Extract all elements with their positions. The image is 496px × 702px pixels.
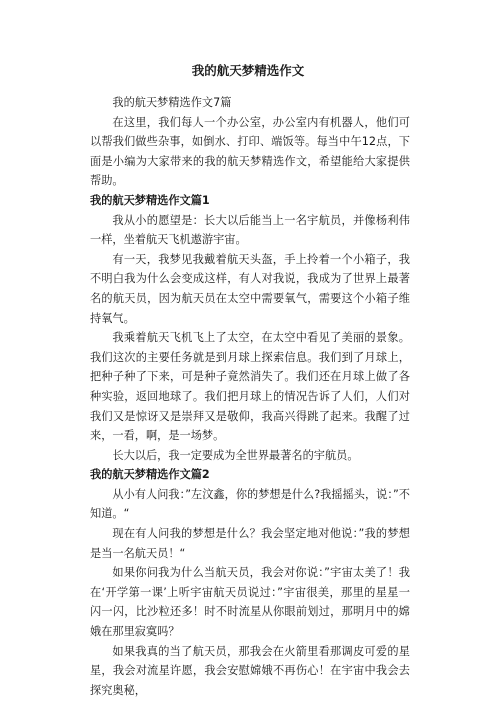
- section-2-paragraph: 从小有人问我：”左汶鑫，你的梦想是什么?我摇摇头，说：”不知道。“: [90, 487, 410, 521]
- intro-subtitle: 我的航天梦精选作文7篇: [112, 96, 232, 109]
- section-1-paragraph: 我乘着航天飞机飞上了太空，在太空中看见了美丽的景象。我们这次的主要任务就是到月球上探索信息。我们到了月球上，把种子种了下来，可是种子竟然消失了。我们还在月球上做了各种实验，返回地球了。我们把月球上的情况告诉了人们，人们对我们又是惊讶又是崇拜又是敬仰，我高兴得跳了起来。我醒了过来，一看，啊，是一场梦。: [90, 331, 410, 443]
- document-title: 我的航天梦精选作文: [191, 63, 305, 78]
- section-2-paragraph: 如果我真的当了航天员，那我会在火箭里看那调皮可爱的星星，我会对流星许愿，我会安慰嫦娥不再伤心！在宇宙中我会去探究奥秘，: [90, 644, 410, 697]
- intro-paragraph: 在这里，我们每人一个办公室，办公室内有机器人，他们可以帮我们做些杂事，如倒水、打印、端饭等。每当中午12点，下面是小编为大家带来的我的航天梦精选作文，希望能给大家提供帮助。: [90, 115, 410, 188]
- section-heading-2: 我的航天梦精选作文篇2: [90, 468, 210, 482]
- section-2-paragraph: 如果你问我为什么当航天员，我会对你说：”宇宙太美了！我在‘开学第一课’上听宇宙航天员说过：”宇宙很美，那里的星星一闪一闪，比沙粒还多！时不时流星从你眼前划过，那明月中的嫦娥在那里寂寞吗？: [90, 566, 410, 639]
- section-heading-1: 我的航天梦精选作文篇1: [90, 193, 210, 207]
- section-1-paragraph: 有一天，我梦见我戴着航天头盔，手上拎着一个小箱子，我不明白我为什么会变成这样，有人对我说，我成为了世界上最著名的航天员，因为航天员在太空中需要氧气，需要这个小箱子维持氧气。: [90, 252, 410, 325]
- section-1-paragraph: 我从小的愿望是：长大以后能当上一名宇航员，并像杨利伟一样，坐着航天飞机遨游宇宙。: [90, 213, 410, 247]
- section-2-paragraph: 现在有人问我的梦想是什么？我会坚定地对他说：”我的梦想是当一名航天员！“: [90, 527, 410, 560]
- document-body: [90, 93, 410, 700]
- section-1-paragraph: 长大以后，我一定要成为全世界最著名的宇航员。: [112, 448, 359, 462]
